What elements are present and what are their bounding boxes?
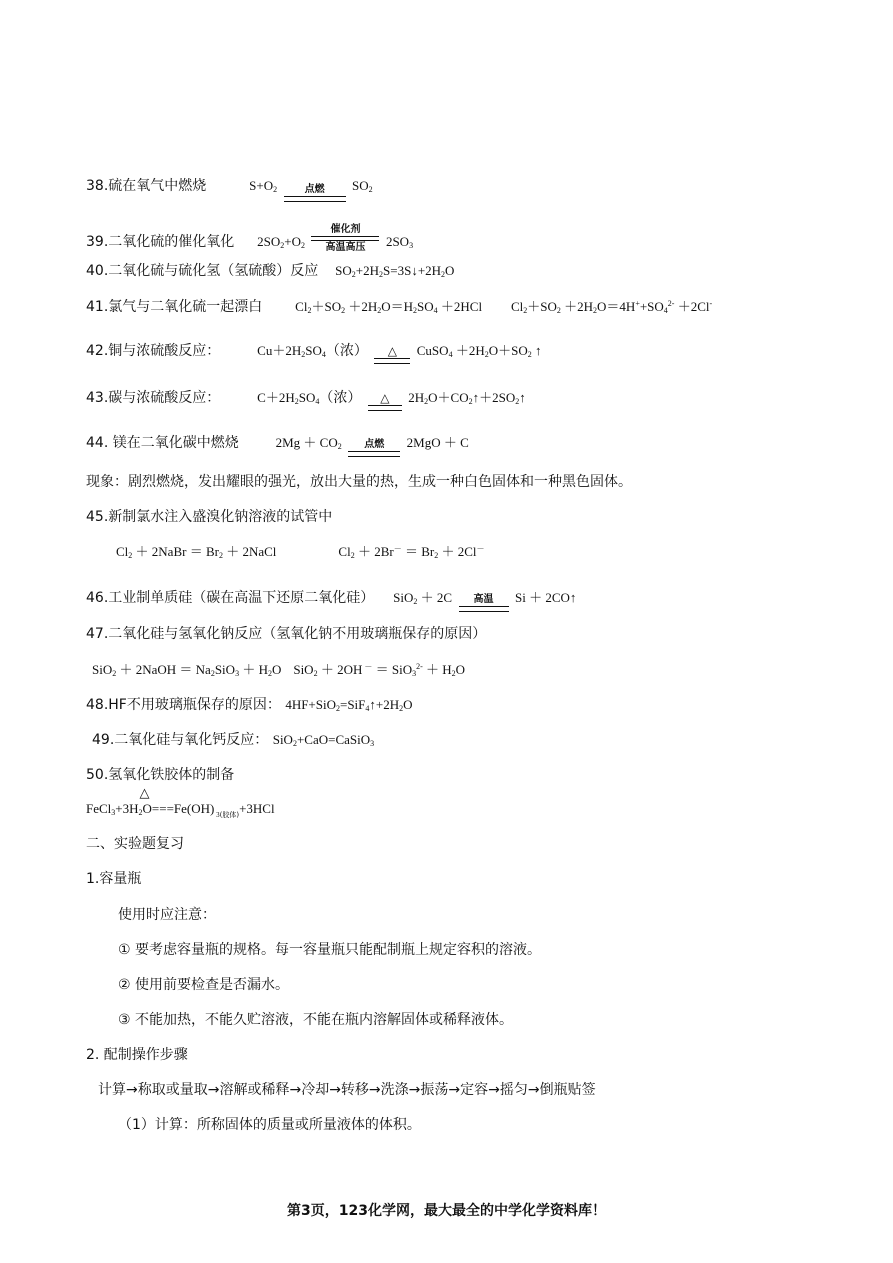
double-line [368, 405, 402, 411]
equation: $4HF+SiO_2=SiF_4↑+2H_2O$ [285, 697, 413, 713]
double-line [374, 358, 410, 364]
reaction-label: 43.碳与浓硫酸反应： [86, 390, 221, 406]
colloid-label: (胶体) [219, 811, 240, 819]
equation: $C+2H_2SO_4$ [257, 390, 320, 406]
subsection-1-title: 1.容量瓶 [86, 871, 142, 887]
equation: $S+O_2$ [249, 178, 278, 194]
reaction-45-equations: $Cl_2$ ＋ 2NaBr ＝ $Br_2$ ＋ 2NaCl $Cl_2 + 2Br^- = Br_2 + 2Cl^-$ [116, 544, 485, 560]
subsection-2-title: 2. 配制操作步骤 [86, 1047, 188, 1063]
condition-text: 点燃 [304, 184, 325, 195]
reaction-label: 42.铜与浓硫酸反应： [86, 343, 221, 359]
reversible-lines [311, 236, 379, 241]
reaction-arrow [311, 224, 379, 253]
usage-point-1: ① 要考虑容量瓶的规格。每一容量瓶只能配制瓶上规定容积的溶液。 [118, 942, 541, 958]
equation: SiO$_2$ ＋ 2C [393, 590, 453, 606]
usage-point-2: ② 使用前要检查是否漏水。 [118, 977, 290, 993]
double-line [348, 451, 400, 457]
heat-triangle-icon: △ [139, 785, 150, 800]
equation-molecular: $Cl_2+SO_2 +2H_2O=H_2SO_4 +2HCl$ [295, 299, 483, 315]
concentrated-label: （浓） [325, 343, 368, 359]
reaction-42 [86, 341, 541, 376]
reaction-40 [86, 261, 454, 281]
procedure-steps: 计算→称取或量取→溶解或稀释→冷却→转移→洗涤→振荡→定容→摇匀→倒瓶贴签 [98, 1082, 596, 1098]
usage-note: 使用时应注意： [118, 907, 216, 923]
section-heading: 二、实验题复习 [86, 836, 184, 852]
equation-product: Si ＋ 2CO↑ [514, 590, 577, 605]
reaction-39 [86, 224, 413, 253]
condition-bottom-text: 高温高压 [325, 242, 366, 253]
heat-triangle-icon: △ [380, 391, 390, 405]
reaction-arrow [368, 393, 402, 423]
reaction-50-equation: FeCl$_3$+3H △ $_2$O===Fe(OH) $_{3(胶体)}$+3HCl [86, 785, 275, 819]
reaction-label: 40.二氧化硫与硫化氢（氢硫酸）反应 [86, 263, 319, 279]
double-line [459, 606, 509, 612]
phenomenon-text: 现象：剧烈燃烧，发出耀眼的强光，放出大量的热，生成一种白色固体和一种黑色固体。 [86, 474, 632, 490]
equation-product: $2SO_3$ [385, 234, 414, 250]
reaction-arrow [284, 184, 346, 214]
reaction-46 [86, 588, 576, 624]
condition-text: 高温 [473, 594, 494, 605]
reaction-43 [86, 388, 526, 423]
reaction-44 [86, 433, 469, 469]
reaction-arrow [459, 594, 509, 624]
condition-top-text: 催化剂 [330, 224, 361, 235]
equation: $2SO_2+O_2$ [257, 234, 306, 250]
reaction-label: 49.二氧化硅与氧化钙反应： [92, 732, 269, 748]
equation-product: CuSO$_4$ $+2H_2O+SO_2$ ↑ [416, 343, 542, 359]
reaction-label: 41.氯气与二氧化硫一起漂白 [86, 299, 263, 315]
equation: SiO$_2$+CaO=CaSiO$_3$ [272, 732, 375, 748]
reaction-41 [86, 297, 712, 317]
equation: $SO_2+2H_2S=3S↓+2H_2O$ [335, 263, 455, 279]
equation-product: 2MgO ＋ C [406, 435, 469, 450]
reaction-label: 44. 镁在二氧化碳中燃烧 [86, 435, 239, 451]
reaction-label: 39.二氧化硫的催化氧化 [86, 234, 235, 250]
reaction-arrow [374, 346, 410, 376]
equation-product: $2H_2O+CO_2↑+2SO_2↑$ [408, 390, 526, 406]
reaction-50-label: 50.氢氧化铁胶体的制备 [86, 767, 235, 783]
reaction-38 [86, 176, 373, 214]
reaction-47-label: 47.二氧化硅与氢氧化钠反应（氢氧化钠不用玻璃瓶保存的原因） [86, 626, 487, 642]
equation: $2Mg + CO_2$ [275, 435, 342, 451]
reaction-47-equations: SiO$_2$ ＋ 2NaOH ＝ $Na_2SiO_3 + H_2O$ SiO$_2$ ＋ 2OH $^- = SiO_3^{2-} + H_2O$ [92, 662, 466, 678]
usage-point-3: ③ 不能加热，不能久贮溶液，不能在瓶内溶解固体或稀释液体。 [118, 1012, 513, 1028]
equation-ionic: $Cl_2+SO_2 +2H_2O=4H^++SO_4^{2-} +2Cl^-$ [510, 299, 713, 315]
procedure-step-1: （1）计算：所称固体的质量或所量液体的体积。 [118, 1117, 421, 1133]
double-line [284, 196, 346, 202]
condition-text: 点燃 [364, 439, 385, 450]
page-footer: 第3页，123化学网，最大最全的中学化学资料库！ [287, 1203, 606, 1219]
reaction-label: 48.HF不用玻璃瓶保存的原因： [86, 697, 281, 713]
reaction-49 [92, 730, 374, 750]
equation-product: $SO_2$ [352, 178, 373, 194]
heat-triangle-icon: △ [387, 344, 397, 358]
reaction-label: 46.工业制单质硅（碳在高温下还原二氧化硅） [86, 590, 375, 606]
reaction-label: 38.硫在氧气中燃烧 [86, 178, 207, 194]
reaction-48 [86, 695, 413, 715]
reaction-arrow [348, 439, 400, 469]
equation: $Cu+2H_2SO_4$ [257, 343, 326, 359]
concentrated-label: （浓） [319, 390, 362, 406]
reaction-45-label: 45.新制氯水注入盛溴化钠溶液的试管中 [86, 509, 333, 525]
